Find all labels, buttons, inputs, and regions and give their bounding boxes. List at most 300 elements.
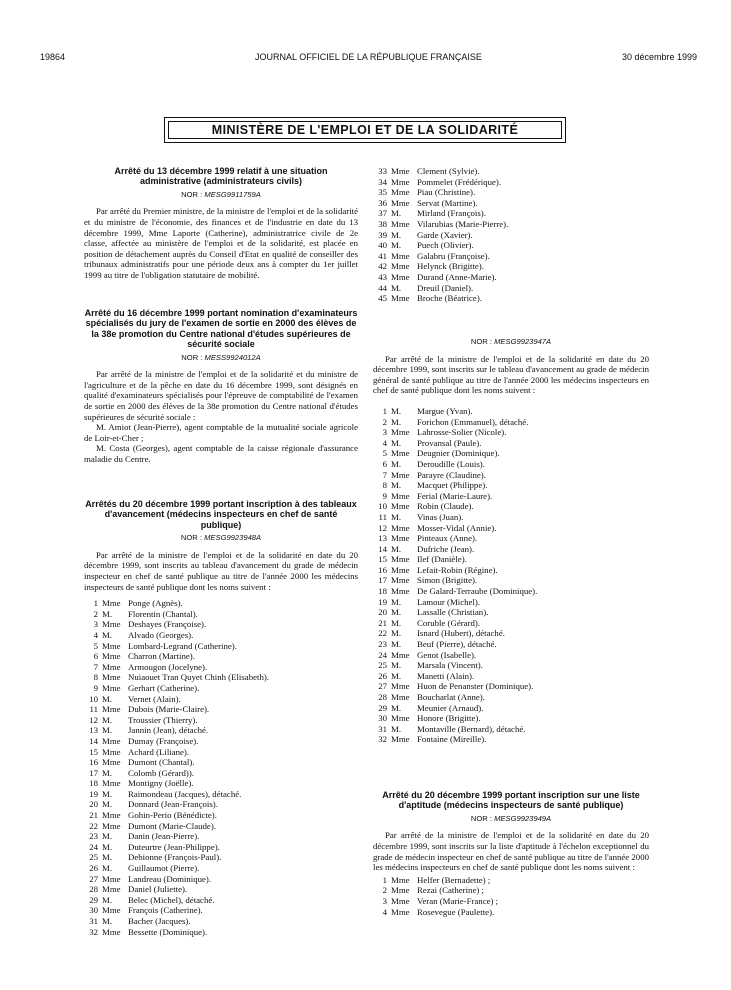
list-item (373, 251, 649, 262)
person-name: Ponge (Agnès). (128, 598, 183, 609)
honorific: Mme (102, 746, 121, 757)
honorific: M. (102, 714, 113, 725)
honorific: Mme (102, 905, 121, 916)
person-name: Parayre (Claudine). (417, 469, 486, 480)
item-number: 32 (378, 734, 387, 745)
person-name: Gerhart (Catherine). (128, 682, 200, 693)
item-number: 24 (89, 841, 98, 852)
section-title: Arrêté du 13 décembre 1999 relatif à une situation administrative (administrateurs civils) (114, 166, 328, 187)
honorific: Mme (102, 619, 121, 630)
honorific: M. (391, 437, 402, 448)
list-item (84, 609, 358, 620)
list-item (373, 219, 649, 230)
honorific: M. (102, 788, 113, 799)
person-name: Lahrosse-Solier (Nicole). (417, 427, 507, 438)
honorific: Mme (391, 586, 410, 597)
person-name: Dumay (Françoise). (128, 735, 199, 746)
list-item (373, 208, 649, 219)
list-item (373, 875, 649, 886)
honorific: Mme (391, 501, 410, 512)
honorific: Mme (391, 533, 410, 544)
list-item (373, 166, 649, 177)
item-number: 16 (378, 564, 387, 575)
list-item (84, 863, 358, 874)
names-list (373, 875, 649, 917)
list-item (84, 874, 358, 885)
item-number: 19 (89, 788, 98, 799)
list-item (373, 660, 649, 671)
list-item (373, 734, 649, 745)
list-item (373, 198, 649, 209)
person-name: Deugnier (Dominique). (417, 448, 500, 459)
honorific: M. (391, 229, 402, 240)
names-list (373, 406, 649, 745)
list-item (373, 272, 649, 283)
item-number: 4 (382, 906, 387, 917)
honorific: Mme (391, 713, 410, 724)
list-item (373, 177, 649, 188)
person-name: Vernet (Alain). (128, 693, 181, 704)
list-item (84, 810, 358, 821)
honorific: Mme (102, 810, 121, 821)
paragraph: Par arrêté de la ministre de l'emploi et de la solidarité en date du 20 décembre 1999, sont inscrits au tableau d'avancement du grade de médecin inspecteur en chef de santé publique au titre de l'année 2000 les médecins inspecteurs de santé publique dont les noms suivent : (84, 549, 358, 592)
item-number: 30 (378, 713, 387, 724)
honorific: Mme (391, 271, 410, 282)
item-number: 8 (382, 480, 387, 491)
honorific: Mme (102, 873, 121, 884)
item-number: 17 (89, 767, 98, 778)
item-number: 42 (378, 261, 387, 272)
person-name: Raimondeau (Jacques), détaché. (128, 788, 242, 799)
item-number: 18 (378, 586, 387, 597)
list-item (373, 501, 649, 512)
item-number: 23 (89, 831, 98, 842)
item-number: 12 (378, 522, 387, 533)
honorific: Mme (391, 218, 410, 229)
item-number: 45 (378, 293, 387, 304)
item-number: 11 (378, 511, 387, 522)
item-number: 3 (382, 895, 387, 906)
item-number: 25 (378, 660, 387, 671)
person-name: Simon (Brigitte). (417, 575, 478, 586)
item-number: 5 (382, 448, 387, 459)
person-name: Boucharlat (Anne). (417, 692, 485, 702)
list-item (84, 799, 358, 810)
item-number: 9 (382, 490, 387, 501)
item-number: 10 (378, 501, 387, 512)
list-item (84, 821, 358, 832)
honorific: M. (391, 607, 402, 618)
honorific: M. (391, 405, 402, 416)
honorific: Mme (102, 682, 121, 693)
honorific: Mme (391, 734, 410, 745)
list-item (373, 459, 649, 470)
person-name: Dumont (Marie-Claude). (128, 820, 216, 831)
item-number: 25 (89, 852, 98, 863)
honorific: M. (102, 863, 113, 874)
person-name: Servat (Martine). (417, 197, 478, 208)
honorific: Mme (102, 672, 121, 683)
person-name: Robin (Claude). (417, 501, 474, 512)
issue-date: 30 décembre 1999 (621, 52, 697, 62)
item-number: 41 (378, 250, 387, 261)
honorific: Mme (391, 261, 410, 272)
item-number: 36 (378, 197, 387, 208)
item-number: 28 (378, 692, 387, 702)
person-name: Puech (Olivier). (417, 240, 474, 251)
honorific: Mme (391, 293, 410, 304)
person-name: Garde (Xavier). (417, 229, 473, 240)
person-name: Gohin-Perio (Bénédicte). (128, 810, 217, 821)
honorific: Mme (102, 778, 121, 789)
list-item (84, 768, 358, 779)
list-item (373, 885, 649, 896)
list-item (373, 406, 649, 417)
list-item (373, 692, 649, 703)
honorific: Mme (391, 874, 410, 885)
right-column (373, 166, 649, 917)
item-number: 34 (378, 176, 387, 187)
person-name: Margue (Yvan). (417, 405, 473, 416)
honorific: Mme (391, 490, 410, 501)
honorific: Mme (391, 575, 410, 586)
list-item (84, 916, 358, 927)
person-name: Piau (Christine). (417, 187, 476, 198)
page-number: 19864 (40, 52, 66, 62)
item-number: 21 (378, 617, 387, 628)
nor-reference: NOR : MESG9911759A (181, 189, 261, 199)
item-number: 20 (378, 607, 387, 618)
item-number: 2 (93, 608, 98, 619)
item-number: 13 (89, 725, 98, 736)
person-name: Florentin (Chantal). (128, 608, 198, 619)
list-item (373, 470, 649, 481)
list-item (373, 417, 649, 428)
person-name: Mirland (François). (417, 208, 486, 219)
list-item (373, 240, 649, 251)
person-name: Lassalle (Christian). (417, 607, 489, 618)
honorific: Mme (391, 469, 410, 480)
honorific: M. (102, 894, 113, 905)
list-item (373, 907, 649, 918)
list-item (373, 523, 649, 534)
item-number: 29 (378, 702, 387, 713)
person-name: Troussier (Thierry). (128, 714, 198, 725)
list-item (373, 283, 649, 294)
person-name: Dufriche (Jean). (417, 543, 475, 554)
person-name: Rezai (Catherine) ; (417, 885, 484, 896)
honorific: M. (102, 841, 113, 852)
list-item (84, 715, 358, 726)
person-name: Helynck (Brigitte). (417, 261, 484, 272)
item-number: 30 (89, 905, 98, 916)
item-number: 28 (89, 884, 98, 895)
item-number: 14 (89, 735, 98, 746)
list-item (373, 703, 649, 714)
item-number: 13 (378, 533, 387, 544)
honorific: M. (102, 916, 113, 926)
person-name: Isnard (Hubert), détaché. (417, 628, 505, 639)
paragraph: Par arrêté du Premier ministre, de la ministre de l'emploi et de la solidarité et du ministre de l'économie, des finances et de l'industrie en date du 13 décembre 1999, Mme Laporte (Catherine), administratrice civile de 2e classe, affectée au ministère de l'emploi et de la solidarité, est placée en position de détachement auprès du Conseil d'Etat en qualité de conseiller des tribunaux administratifs pour une période deux ans à compter du 1er juillet 1999 au titre de l'obligation statutaire de mobilité. (84, 206, 358, 280)
person-name: Coruble (Gérard). (417, 617, 481, 628)
honorific: Mme (391, 427, 410, 438)
item-number: 31 (378, 723, 387, 734)
item-number: 22 (378, 628, 387, 639)
item-number: 22 (89, 820, 98, 831)
honorific: M. (391, 208, 402, 219)
person-name: Lefait-Robin (Régine). (417, 564, 498, 575)
person-name: Durand (Anne-Marie). (417, 271, 497, 282)
item-number: 44 (378, 282, 387, 293)
item-number: 21 (89, 810, 98, 821)
person-name: Debionne (François-Paul). (128, 852, 222, 863)
list-item (84, 725, 358, 736)
person-name: Veran (Marie-France) ; (417, 895, 499, 906)
person-name: Jannin (Jean), détaché. (128, 725, 209, 736)
list-item (84, 778, 358, 789)
honorific: M. (391, 543, 402, 554)
list-item (373, 597, 649, 608)
honorific: M. (102, 629, 113, 640)
person-name: Galabru (Françoise). (417, 250, 490, 261)
person-name: Provansal (Paule). (417, 437, 482, 448)
list-item (84, 905, 358, 916)
item-number: 39 (378, 229, 387, 240)
honorific: Mme (391, 895, 410, 906)
list-item (84, 672, 358, 683)
list-item (373, 427, 649, 438)
person-name: Dreuil (Daniel). (417, 282, 474, 293)
page-header (40, 52, 697, 66)
person-name: Meunier (Arnaud). (417, 702, 484, 713)
list-item (84, 757, 358, 768)
item-number: 2 (382, 416, 387, 427)
item-number: 15 (89, 746, 98, 757)
honorific: Mme (391, 906, 410, 917)
honorific: M. (102, 693, 113, 704)
person-name: Pinteaux (Anne). (417, 533, 478, 544)
list-item (373, 261, 649, 272)
honorific: Mme (102, 704, 121, 715)
person-name: Lombard-Legrand (Catherine). (128, 640, 237, 651)
honorific: Mme (102, 735, 121, 746)
person-name: Fontaine (Mireille). (417, 734, 487, 745)
section-title: Arrêté du 20 décembre 1999 portant inscription sur une liste d'aptitude (médecins inspecteurs de santé publique) (382, 790, 640, 811)
person-name: Duteurtre (Jean-Philippe). (128, 841, 220, 852)
honorific: Mme (102, 598, 121, 609)
honorific: M. (102, 767, 113, 778)
item-number: 6 (382, 458, 387, 469)
honorific: Mme (391, 250, 410, 261)
list-item (373, 512, 649, 523)
person-name: Vilarubias (Marie-Pierre). (417, 218, 509, 229)
item-number: 5 (93, 640, 98, 651)
list-item (373, 618, 649, 629)
honorific: M. (102, 799, 113, 810)
item-number: 16 (89, 757, 98, 768)
nor-reference: NOR : MESG9923948A (180, 533, 262, 543)
list-item (84, 842, 358, 853)
item-number: 23 (378, 639, 387, 650)
item-number: 4 (382, 437, 387, 448)
honorific: M. (102, 608, 113, 619)
person-name: Colomb (Gérard)). (128, 767, 194, 778)
list-item (373, 230, 649, 241)
list-item (373, 533, 649, 544)
paragraph: Par arrêté de la ministre de l'emploi et de la solidarité en date du 20 décembre 1999, sont inscrits sur la liste d'aptitude à l'échelon exceptionnel du grade de médecin inspecteur en chef de santé publique au titre de l'année 2000 les médecins inspecteurs en chef de santé publique dont les noms suivent : (373, 830, 649, 873)
list-item (373, 896, 649, 907)
list-item (373, 448, 649, 459)
item-number: 9 (93, 682, 98, 693)
honorific: M. (391, 723, 402, 734)
list-item (373, 293, 649, 304)
section-liste-aptitude (373, 790, 649, 917)
item-number: 31 (89, 916, 98, 926)
person-name: Charron (Martine). (128, 651, 195, 662)
list-item (373, 681, 649, 692)
person-name: Rosevegue (Paulette). (417, 906, 495, 917)
person-name: De Galard-Terraube (Dominique). (417, 586, 538, 597)
list-item (84, 831, 358, 842)
item-number: 38 (378, 218, 387, 229)
person-name: Huon de Penanster (Dominique). (417, 681, 534, 692)
honorific: Mme (391, 885, 410, 896)
honorific: M. (391, 480, 402, 491)
section-title: Arrêtés du 20 décembre 1999 portant inscription à des tableaux d'avancement (médecins inspecteurs en chef de santé publique) (85, 499, 357, 530)
section-administrateurs (84, 166, 358, 281)
person-name: Ilef (Danièle). (417, 554, 467, 565)
paragraph: Par arrêté de la ministre de l'emploi et de la solidarité et du ministre de l'agriculture et de la pêche en date du 16 décembre 1999, sont désignés en qualité d'examinateurs spécialisés pour l'épreuve de comptabilité de l'examen de sortie en 2000 des élèves de la 38e promotion du Centre national d'études supérieures de sécurité sociale : (84, 369, 358, 422)
list-item (373, 713, 649, 724)
paragraph: M. Costa (Georges), agent comptable de la caisse régionale d'assurance maladie du Centre. (84, 443, 358, 464)
person-name: Deroudille (Louis). (417, 458, 485, 469)
paragraph: Par arrêté de la ministre de l'emploi et de la solidarité en date du 20 décembre 1999, sont inscrits sur le tableau d'avancement au grade de médecin général de santé publique au titre de l'année 2000 les médecins inspecteurs en chef de santé publique dont les noms suivent : (373, 353, 649, 396)
item-number: 12 (89, 714, 98, 725)
honorific: M. (391, 596, 402, 607)
item-number: 26 (89, 863, 98, 874)
person-name: Danin (Jean-Pierre). (128, 831, 200, 842)
item-number: 3 (382, 427, 387, 438)
person-name: Manetti (Alain). (417, 670, 475, 681)
item-number: 43 (378, 271, 387, 282)
honorific: Mme (102, 651, 121, 662)
person-name: Deshayes (Françoise). (128, 619, 207, 630)
list-item (84, 884, 358, 895)
list-item (373, 724, 649, 735)
honorific: M. (391, 639, 402, 650)
list-item (84, 704, 358, 715)
item-number: 3 (93, 619, 98, 630)
list-item (84, 662, 358, 673)
honorific: Mme (102, 661, 121, 672)
honorific: M. (391, 670, 402, 681)
person-name: Pommelet (Frédérique). (417, 176, 502, 187)
person-name: Broche (Béatrice). (417, 293, 482, 304)
nor-reference: NOR : MESG9923947A (470, 337, 552, 346)
item-number: 10 (89, 693, 98, 704)
item-number: 6 (93, 651, 98, 662)
item-number: 18 (89, 778, 98, 789)
item-number: 33 (378, 166, 387, 176)
person-name: Genot (Isabelle). (417, 649, 477, 660)
list-item (84, 630, 358, 641)
item-number: 15 (378, 554, 387, 565)
item-number: 29 (89, 894, 98, 905)
person-name: Guillaumot (Pierre). (128, 863, 200, 874)
nor-reference: NOR : MESG9923949A (470, 813, 552, 823)
item-number: 19 (378, 596, 387, 607)
item-number: 1 (382, 405, 387, 416)
person-name: Dumont (Chantal). (128, 757, 195, 768)
list-item (84, 641, 358, 652)
item-number: 1 (382, 874, 387, 885)
list-item (84, 927, 358, 938)
list-item (84, 895, 358, 906)
honorific: Mme (391, 187, 410, 198)
section-title: Arrêté du 16 décembre 1999 portant nomination d'examinateurs spécialisés du jury de l'examen de sortie en 2000 des élèves de la 38e promotion du Centre national d'études supérieures de sécurité sociale (84, 308, 358, 350)
item-number: 20 (89, 799, 98, 810)
person-name: Forichon (Emmanuel), détaché. (417, 416, 529, 427)
honorific: M. (391, 458, 402, 469)
list-item (373, 639, 649, 650)
honorific: Mme (102, 757, 121, 768)
person-name: Dubois (Marie-Claire). (128, 704, 210, 715)
list-item (84, 683, 358, 694)
person-name: Achard (Liliane). (128, 746, 190, 757)
item-number: 40 (378, 240, 387, 251)
item-number: 1 (93, 598, 98, 609)
person-name: Landreau (Dominique). (128, 873, 212, 884)
list-item (373, 565, 649, 576)
honorific: Mme (391, 692, 410, 702)
list-item (373, 438, 649, 449)
honorific: M. (102, 831, 113, 842)
person-name: Montigny (Joëlle). (128, 778, 194, 789)
paragraph: M. Amiot (Jean-Pierre), agent comptable de la mutualité sociale agricole de Loir-et-Cher ; (84, 422, 358, 443)
person-name: Lamour (Michel). (417, 596, 481, 607)
list-item (373, 480, 649, 491)
item-number: 2 (382, 885, 387, 896)
list-item (84, 789, 358, 800)
honorific: Mme (102, 926, 121, 937)
honorific: M. (391, 511, 402, 522)
item-number: 8 (93, 672, 98, 683)
list-item (373, 187, 649, 198)
names-list-continued (373, 166, 649, 304)
honorific: Mme (391, 554, 410, 565)
person-name: Bessette (Dominique). (128, 926, 208, 937)
honorific: M. (102, 852, 113, 863)
honorific: Mme (391, 176, 410, 187)
honorific: M. (391, 617, 402, 628)
list-item (373, 671, 649, 682)
item-number: 37 (378, 208, 387, 219)
person-name: Vinas (Juan). (417, 511, 464, 522)
list-item (373, 586, 649, 597)
item-number: 26 (378, 670, 387, 681)
item-number: 27 (89, 873, 98, 884)
nor-reference: NOR : MESS9924012A (181, 352, 261, 362)
item-number: 11 (89, 704, 98, 715)
item-number: 14 (378, 543, 387, 554)
list-item (84, 747, 358, 758)
list-item (84, 619, 358, 630)
ministry-box (164, 117, 566, 143)
person-name: Armougon (Jocelyne). (128, 661, 208, 672)
list-item (84, 694, 358, 705)
person-name: Honore (Brigitte). (417, 713, 481, 724)
honorific: Mme (102, 884, 121, 895)
